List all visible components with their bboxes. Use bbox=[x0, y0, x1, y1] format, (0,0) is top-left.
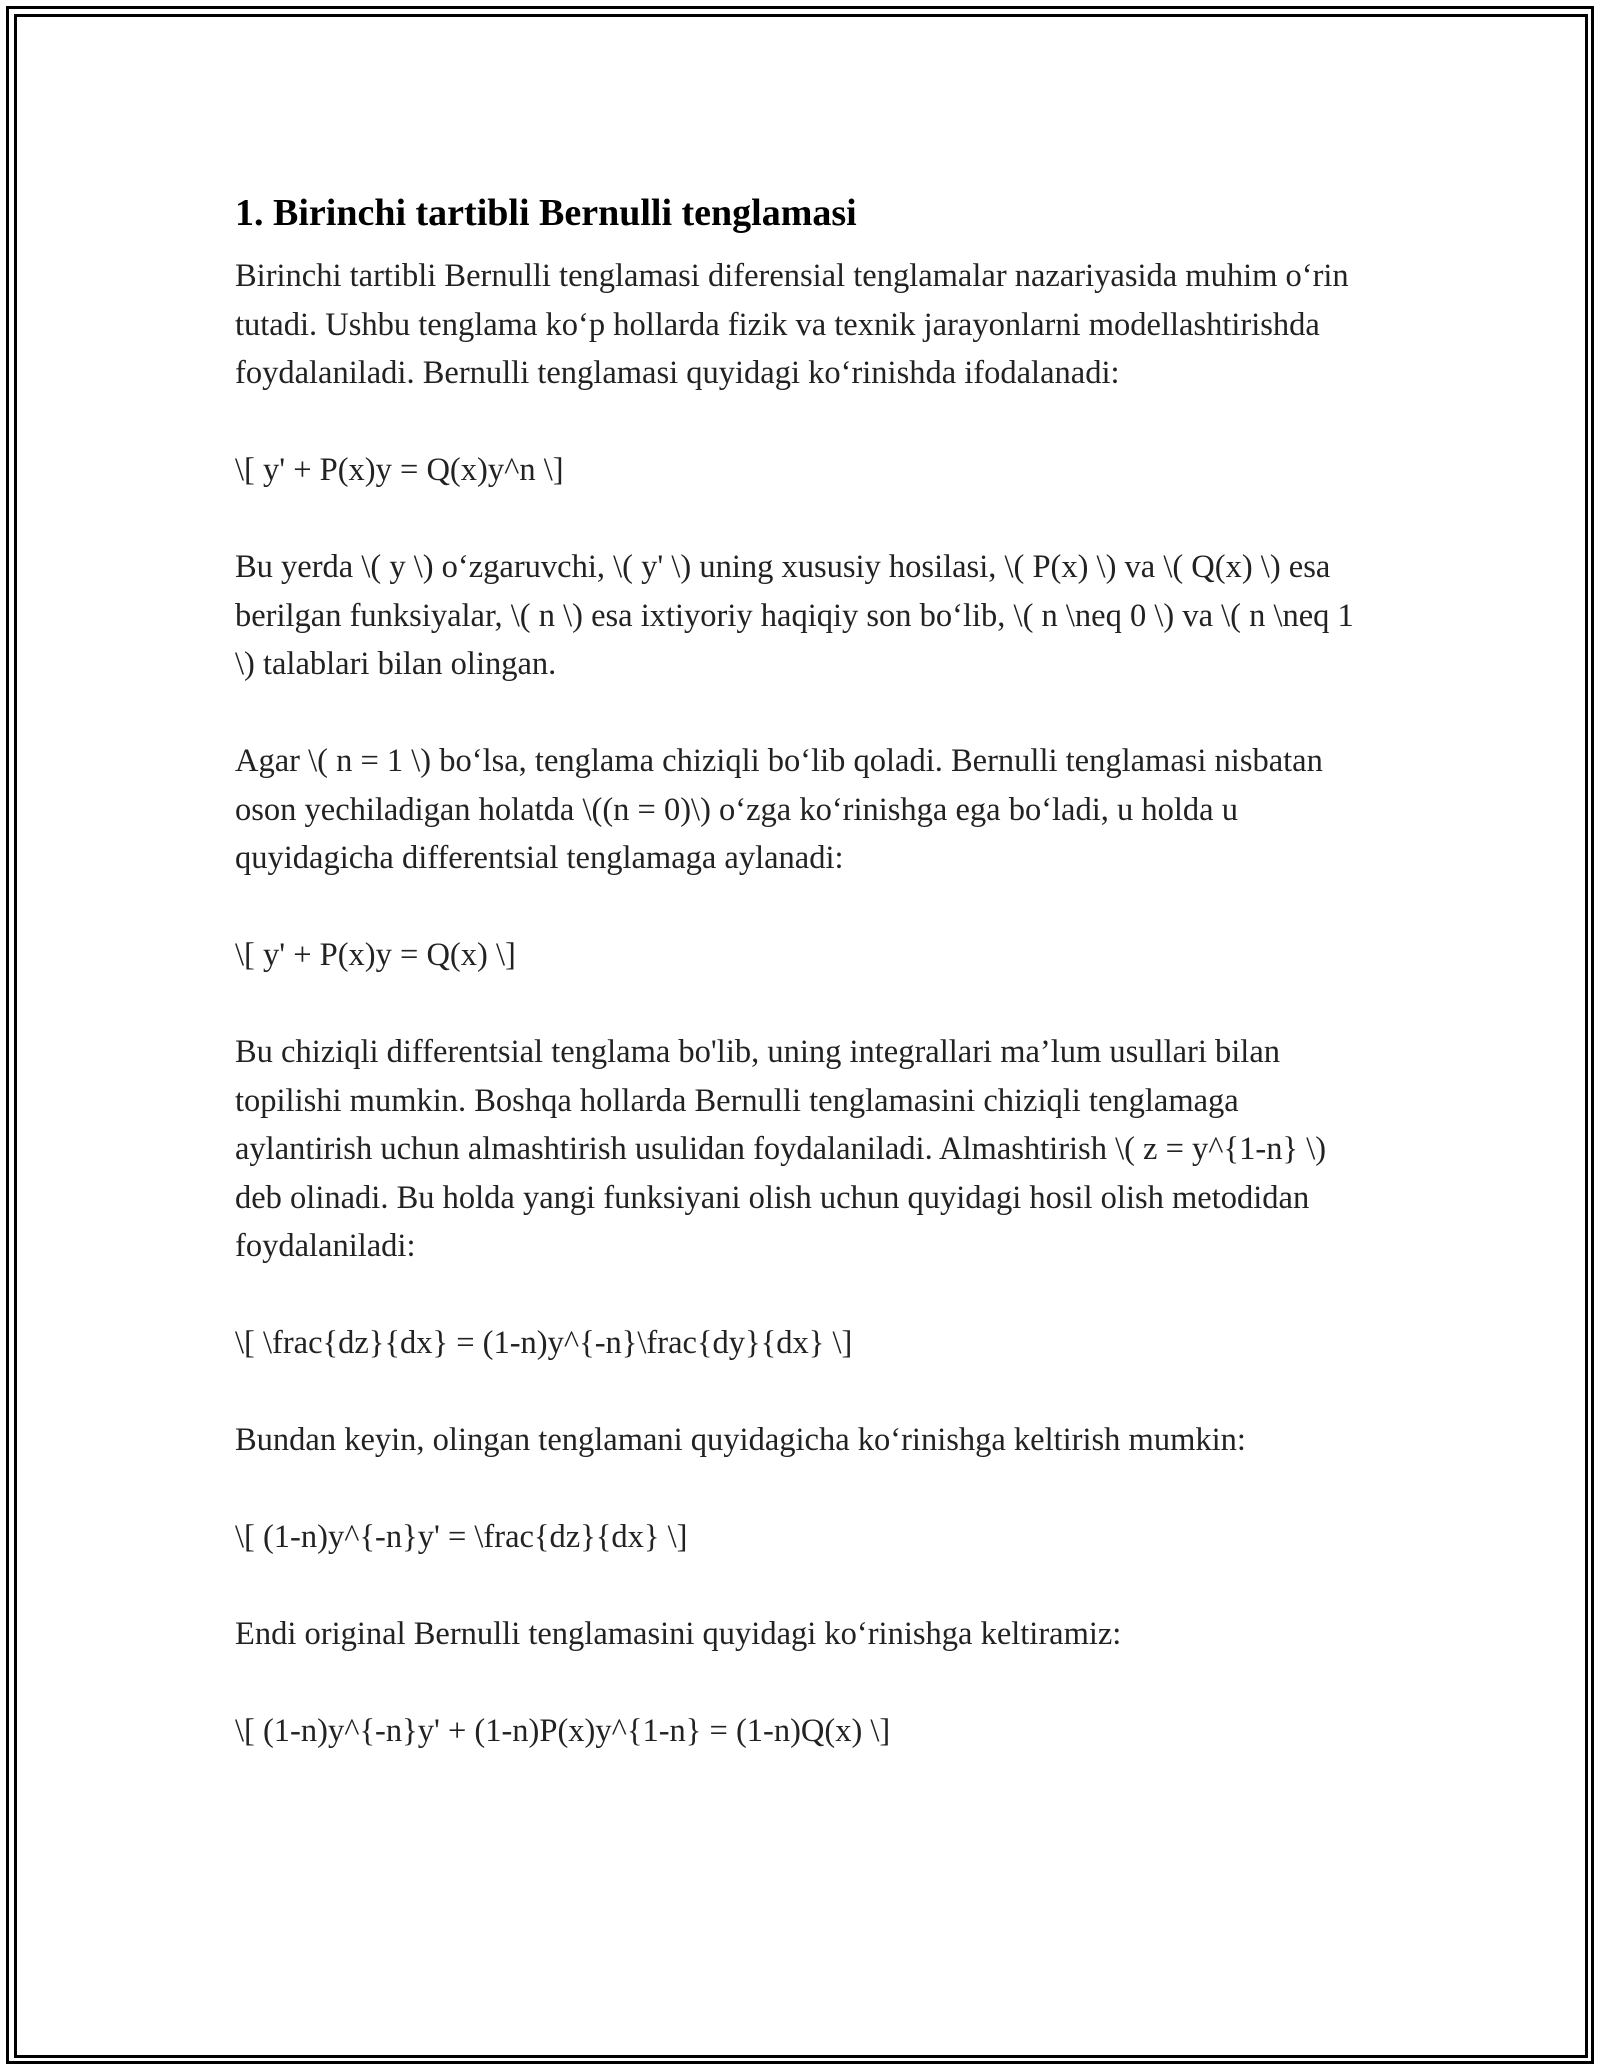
special-case-paragraph: Agar \( n = 1 \) bo‘lsa, tenglama chiziqli bo‘lib qoladi. Bernulli tenglamasi nisbatan oson yechiladigan holatda \((n = 0)\) o‘zga ko‘rinishga ega bo‘ladi, u holda u quyidagicha differentsial tenglamaga aylanadi: bbox=[235, 743, 1323, 876]
equation-transformed: \[ (1-n)y^{-n}y' = \frac{dz}{dx} \] bbox=[235, 1519, 688, 1555]
equation-linear: \[ y' + P(x)y = Q(x) \] bbox=[235, 937, 516, 973]
section-heading: 1. Birinchi tartibli Bernulli tenglamasi bbox=[235, 192, 857, 234]
equation-bernoulli: \[ y' + P(x)y = Q(x)y^n \] bbox=[235, 452, 564, 488]
equation-final: \[ (1-n)y^{-n}y' + (1-n)P(x)y^{1-n} = (1-n)Q(x) \] bbox=[235, 1713, 891, 1749]
definitions-paragraph: Bu yerda \( y \) o‘zgaruvchi, \( y' \) uning xususiy hosilasi, \( P(x) \) va \( Q(x) \) esa berilgan funksiyalar, \( n \) esa ixtiyoriy haqiqiy son bo‘lib, \( n \neq 0 \) va \( n \neq 1 \) talablari bilan olingan. bbox=[235, 549, 1354, 682]
document-body bbox=[235, 186, 1355, 1804]
substitution-paragraph: Bu chiziqli differentsial tenglama bo'lib, uning integrallari ma’lum usullari bilan topilishi mumkin. Boshqa hollarda Bernulli tenglamasini chiziqli tenglamaga aylantirish uchun almashtirish usulidan foydalaniladi. Almashtirish \( z = y^{1-n} \) deb olinadi. Bu holda yangi funksiyani olish uchun quyidagi hosil olish metodidan foydalaniladi: bbox=[235, 1034, 1327, 1264]
equation-derivative: \[ \frac{dz}{dx} = (1-n)y^{-n}\frac{dy}{dx} \] bbox=[235, 1325, 853, 1361]
transform-paragraph: Bundan keyin, olingan tenglamani quyidagicha ko‘rinishga keltirish mumkin: bbox=[235, 1422, 1246, 1458]
rewrite-paragraph: Endi original Bernulli tenglamasini quyidagi ko‘rinishga keltiramiz: bbox=[235, 1616, 1122, 1652]
intro-paragraph: Birinchi tartibli Bernulli tenglamasi diferensial tenglamalar nazariyasida muhim o‘rin tutadi. Ushbu tenglama ko‘p hollarda fizik va texnik jarayonlarni modellashtirishda foydalaniladi. Bernulli tenglamasi quyidagi ko‘rinishda ifodalanadi: bbox=[235, 258, 1349, 391]
